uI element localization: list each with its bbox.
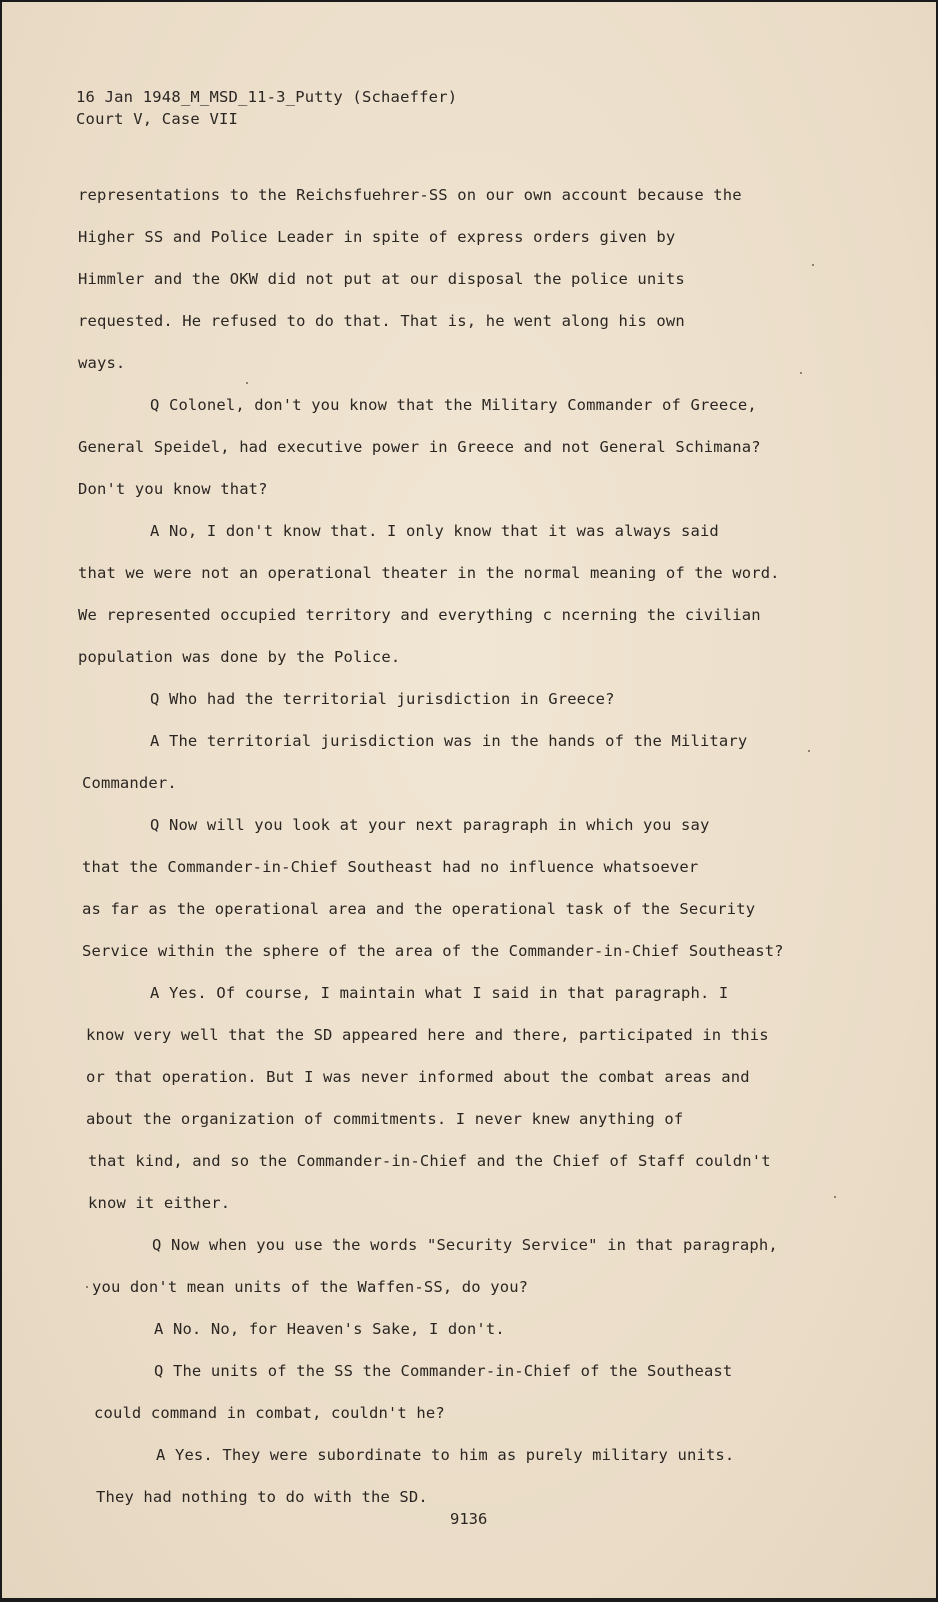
transcript-line: population was done by the Police.: [78, 648, 401, 666]
paper-speck: [86, 1286, 88, 1288]
transcript-line: or that operation. But I was never informed about the combat areas and: [86, 1068, 750, 1086]
header-line-1: 16 Jan 1948_M_MSD_11-3_Putty (Schaeffer): [76, 88, 458, 106]
transcript-line: A No, I don't know that. I only know that it was always said: [150, 522, 719, 540]
transcript-line: as far as the operational area and the operational task of the Security: [82, 900, 756, 918]
transcript-line: A Yes. They were subordinate to him as purely military units.: [156, 1446, 735, 1464]
transcript-line: ways.: [78, 354, 126, 372]
transcript-line: Commander.: [82, 774, 177, 792]
transcript-line: know very well that the SD appeared here and there, participated in this: [86, 1026, 769, 1044]
transcript-line: that kind, and so the Commander-in-Chief and the Chief of Staff couldn't: [88, 1152, 771, 1170]
transcript-line: A Yes. Of course, I maintain what I said in that paragraph. I: [150, 984, 729, 1002]
transcript-body: [2, 2, 936, 1598]
paper-speck: [834, 1196, 836, 1198]
paper-speck: [812, 264, 814, 266]
document-page: [2, 2, 936, 1598]
transcript-line: A No. No, for Heaven's Sake, I don't.: [154, 1320, 505, 1338]
transcript-line: Don't you know that?: [78, 480, 268, 498]
paper-speck: [246, 382, 248, 384]
transcript-line: Q The units of the SS the Commander-in-Chief of the Southeast: [154, 1362, 733, 1380]
transcript-line: We represented occupied territory and everything c ncerning the civilian: [78, 606, 761, 624]
transcript-line: Q Colonel, don't you know that the Military Commander of Greece,: [150, 396, 757, 414]
transcript-line: Q Now will you look at your next paragraph in which you say: [150, 816, 710, 834]
transcript-line: that we were not an operational theater in the normal meaning of the word.: [78, 564, 780, 582]
transcript-line: that the Commander-in-Chief Southeast had no influence whatsoever: [82, 858, 699, 876]
paper-speck: [800, 372, 802, 374]
transcript-line: General Speidel, had executive power in Greece and not General Schimana?: [78, 438, 761, 456]
transcript-line: could command in combat, couldn't he?: [94, 1404, 445, 1422]
transcript-line: Service within the sphere of the area of the Commander-in-Chief Southeast?: [82, 942, 784, 960]
transcript-line: A The territorial jurisdiction was in the hands of the Military: [150, 732, 748, 750]
transcript-line: know it either.: [88, 1194, 231, 1212]
transcript-line: Q Who had the territorial jurisdiction in Greece?: [150, 690, 615, 708]
page-number: 9136: [450, 1510, 488, 1528]
transcript-line: They had nothing to do with the SD.: [96, 1488, 428, 1506]
transcript-line: Himmler and the OKW did not put at our disposal the police units: [78, 270, 685, 288]
header-line-2: Court V, Case VII: [76, 110, 239, 128]
transcript-line: about the organization of commitments. I never knew anything of: [86, 1110, 684, 1128]
transcript-line: requested. He refused to do that. That is, he went along his own: [78, 312, 685, 330]
transcript-line: representations to the Reichsfuehrer-SS on our own account because the: [78, 186, 742, 204]
transcript-line: Q Now when you use the words "Security Service" in that paragraph,: [152, 1236, 778, 1254]
transcript-line: Higher SS and Police Leader in spite of express orders given by: [78, 228, 676, 246]
paper-speck: [808, 750, 810, 752]
transcript-line: you don't mean units of the Waffen-SS, do you?: [92, 1278, 529, 1296]
